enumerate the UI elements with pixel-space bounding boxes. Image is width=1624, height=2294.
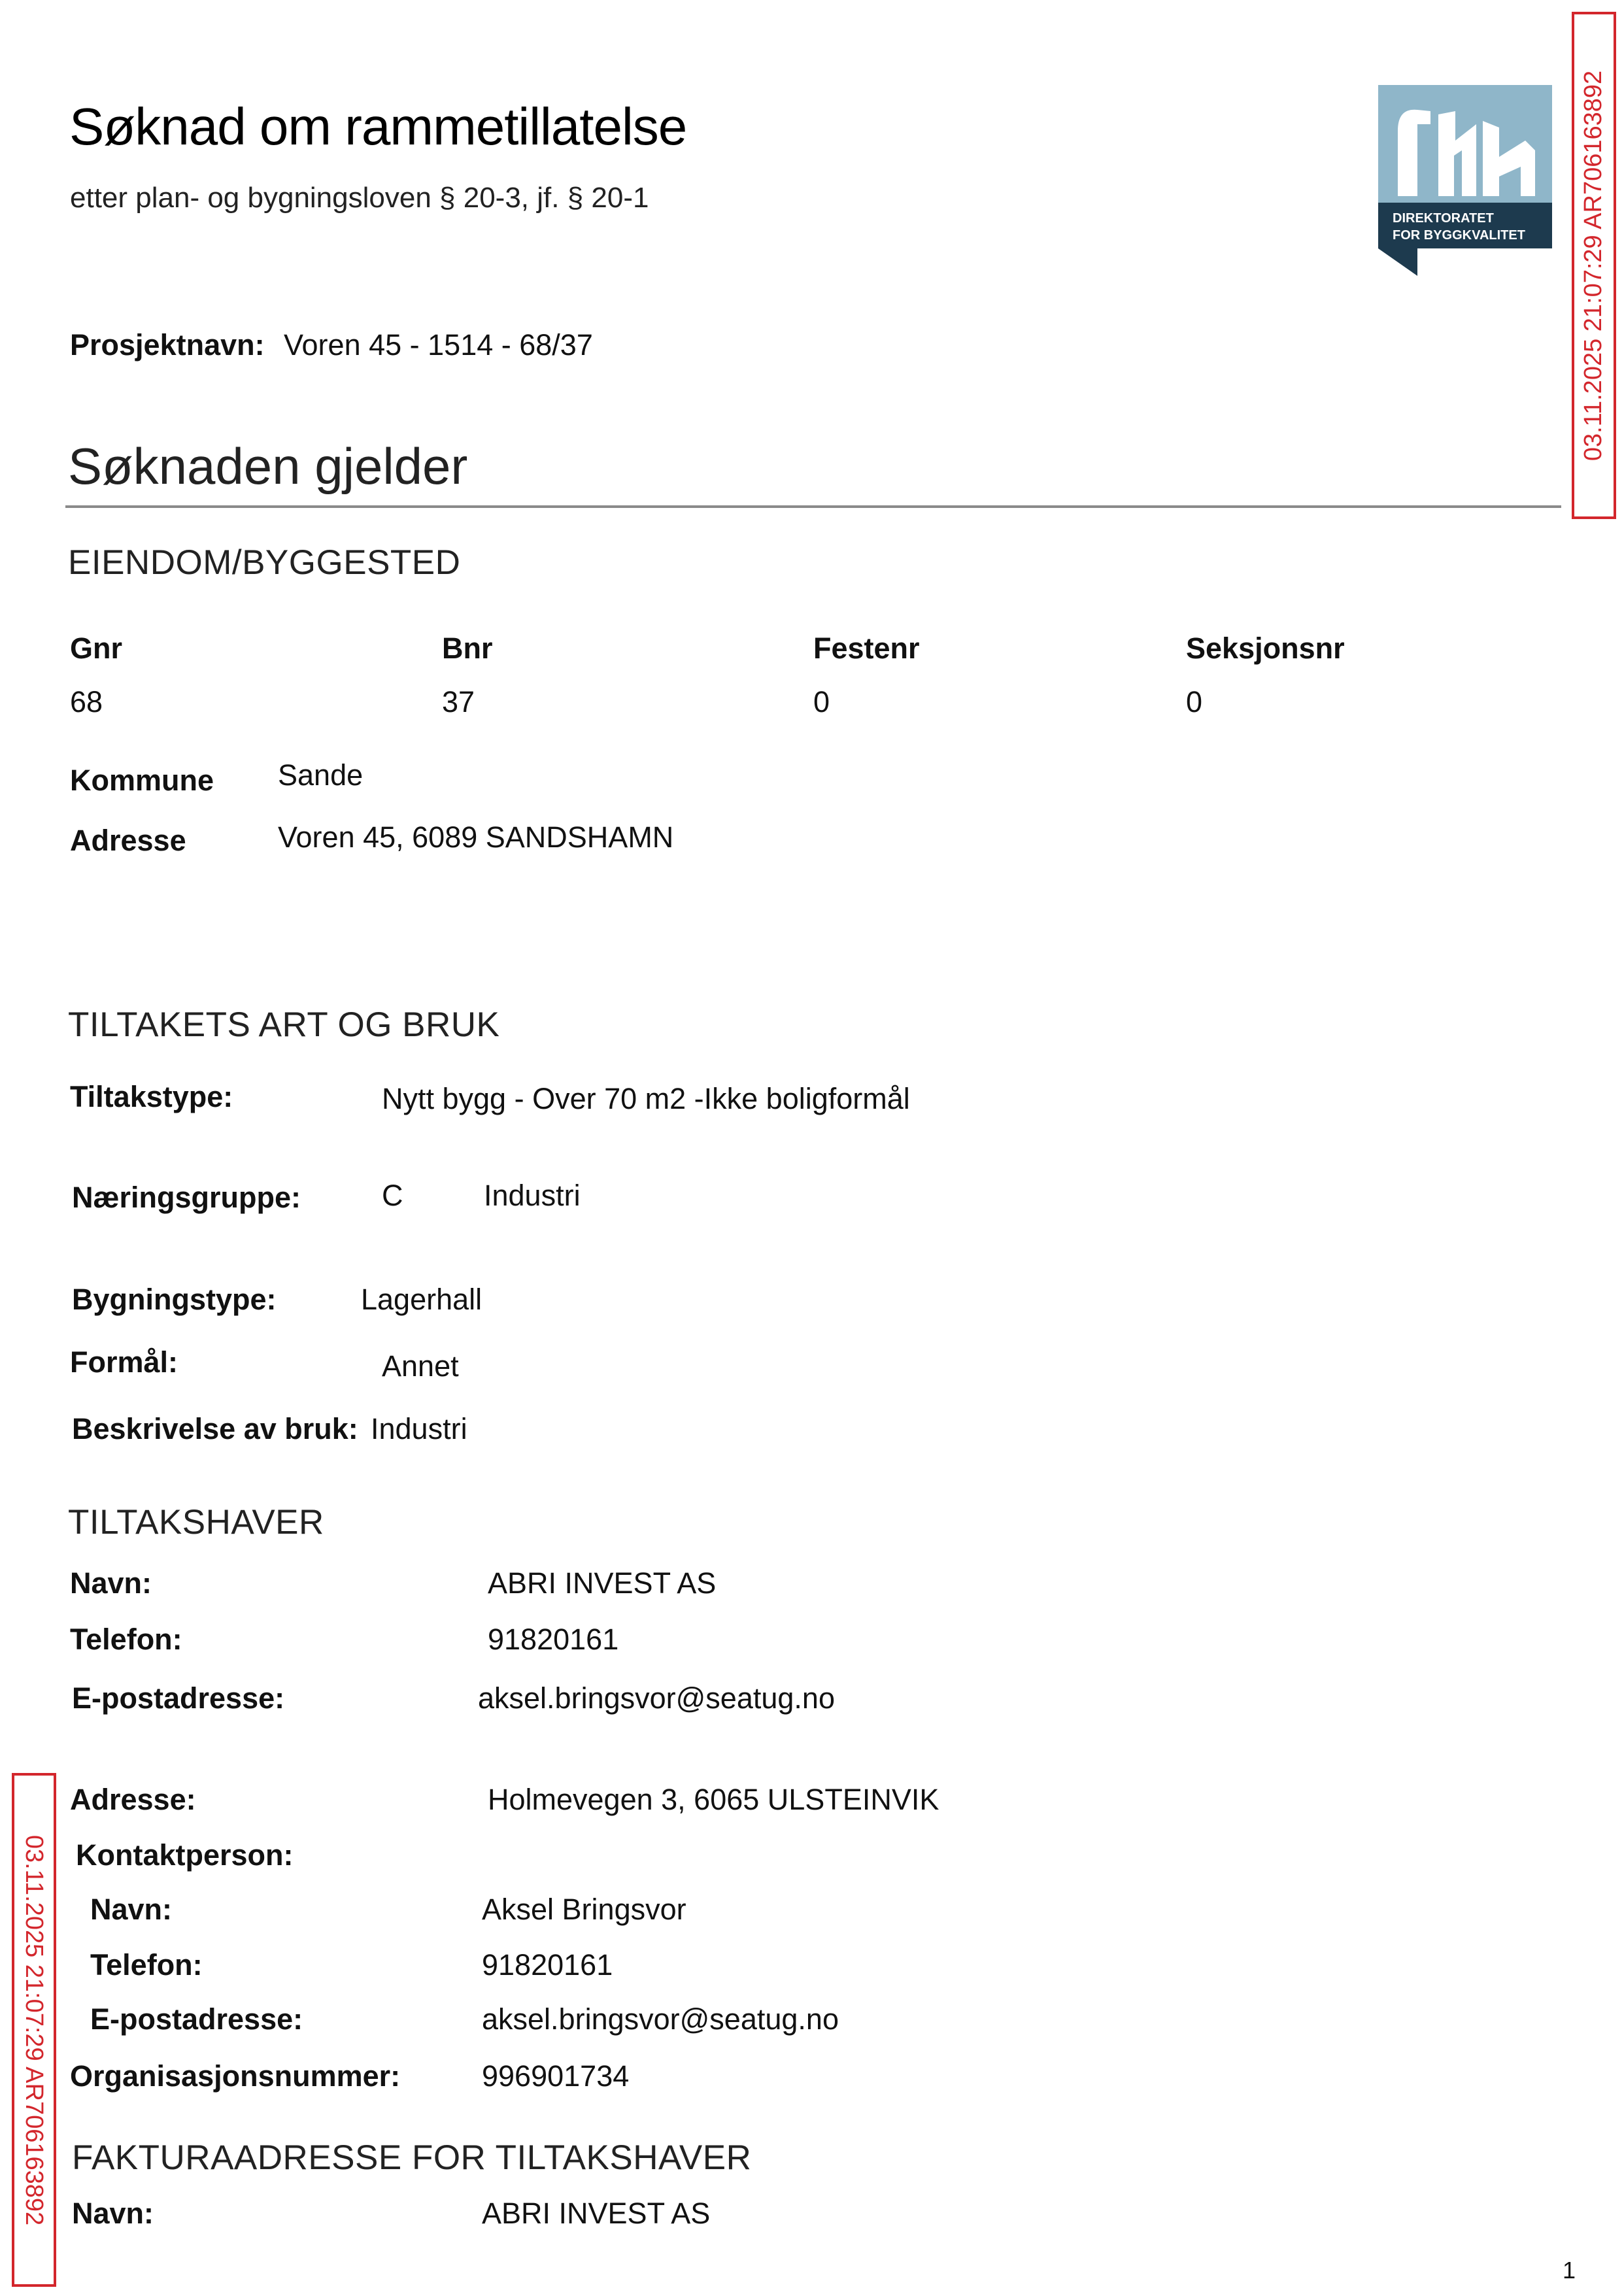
- gnr-value: 68: [70, 685, 103, 718]
- tiltakstype-label: Tiltakstype:: [70, 1080, 233, 1113]
- tiltakshaver-telefon-label: Telefon:: [70, 1623, 182, 1656]
- kontaktperson-navn-label: Navn:: [90, 1893, 173, 1926]
- kontaktperson-epost-value: aksel.bringsvor@seatug.no: [482, 2002, 839, 2036]
- logo-text-1: DIREKTORATET: [1393, 211, 1494, 226]
- section-heading-tiltakshaver: TILTAKSHAVER: [68, 1503, 324, 1542]
- stamp-text-left: 03.11.2025 21:07:29 AR706163892: [20, 1834, 48, 2225]
- kommune-label: Kommune: [70, 764, 214, 797]
- heading-rule: [65, 505, 1561, 508]
- faktura-navn-label: Navn:: [72, 2197, 154, 2230]
- section-heading-eiendom: EIENDOM/BYGGESTED: [68, 543, 461, 582]
- festenr-value: 0: [813, 685, 830, 718]
- logo-text-2: FOR BYGGKVALITET: [1393, 228, 1525, 243]
- formal-value: Annet: [382, 1349, 459, 1383]
- naeringsgruppe-label: Næringsgruppe:: [72, 1181, 301, 1214]
- adresse-label: Adresse: [70, 824, 186, 857]
- project-name-label: Prosjektnavn:: [70, 328, 265, 362]
- bnr-value: 37: [442, 685, 475, 718]
- faktura-navn-value: ABRI INVEST AS: [482, 2197, 711, 2230]
- tiltakshaver-epost-label: E-postadresse:: [72, 1681, 285, 1715]
- bygningstype-value: Lagerhall: [361, 1283, 482, 1316]
- kontaktperson-epost-label: E-postadresse:: [90, 2002, 303, 2036]
- kontaktperson-navn-value: Aksel Bringsvor: [482, 1893, 686, 1926]
- naeringsgruppe-code: C: [382, 1179, 403, 1212]
- kontaktperson-label: Kontaktperson:: [76, 1838, 294, 1872]
- naeringsgruppe-value: Industri: [484, 1179, 581, 1212]
- section-heading-soknaden: Søknaden gjelder: [68, 437, 468, 495]
- timestamp-stamp-left: [12, 1773, 56, 2287]
- gnr-label: Gnr: [70, 632, 123, 665]
- tiltakshaver-adresse-label: Adresse:: [70, 1783, 196, 1816]
- section-heading-tiltak: TILTAKETS ART OG BRUK: [68, 1005, 500, 1044]
- tiltakstype-value: Nytt bygg - Over 70 m2 -Ikke boligformål: [382, 1082, 910, 1115]
- document-title: Søknad om rammetillatelse: [69, 97, 687, 156]
- kommune-value: Sande: [278, 758, 364, 792]
- tiltakshaver-telefon-value: 91820161: [488, 1623, 619, 1656]
- kontaktperson-telefon-value: 91820161: [482, 1948, 613, 1982]
- tiltakshaver-adresse-value: Holmevegen 3, 6065 ULSTEINVIK: [488, 1783, 939, 1816]
- festenr-label: Festenr: [813, 632, 920, 665]
- stamp-text-right: 03.11.2025 21:07:29 AR706163892: [1580, 70, 1608, 461]
- tiltakshaver-epost-value: aksel.bringsvor@seatug.no: [478, 1681, 835, 1715]
- kontaktperson-telefon-label: Telefon:: [90, 1948, 203, 1982]
- timestamp-stamp-right: [1572, 12, 1616, 519]
- tiltakshaver-navn-label: Navn:: [70, 1566, 152, 1600]
- project-name-value: Voren 45 - 1514 - 68/37: [284, 328, 593, 362]
- page-number: 1: [1563, 2257, 1576, 2284]
- beskrivelse-label: Beskrivelse av bruk:: [72, 1412, 358, 1445]
- formal-label: Formål:: [70, 1345, 178, 1379]
- section-heading-faktura: FAKTURAADRESSE FOR TILTAKSHAVER: [72, 2138, 752, 2177]
- seksjonsnr-label: Seksjonsnr: [1186, 632, 1345, 665]
- orgnr-value: 996901734: [482, 2059, 630, 2093]
- dibk-logo: [1378, 85, 1552, 276]
- bygningstype-label: Bygningstype:: [72, 1283, 277, 1316]
- seksjonsnr-value: 0: [1186, 685, 1203, 718]
- tiltakshaver-navn-value: ABRI INVEST AS: [488, 1566, 717, 1600]
- document-subtitle: etter plan- og bygningsloven § 20-3, jf. § 20-1: [70, 182, 649, 214]
- beskrivelse-value: Industri: [371, 1412, 467, 1445]
- bnr-label: Bnr: [442, 632, 493, 665]
- orgnr-label: Organisasjonsnummer:: [70, 2059, 401, 2093]
- adresse-value: Voren 45, 6089 SANDSHAMN: [278, 820, 674, 854]
